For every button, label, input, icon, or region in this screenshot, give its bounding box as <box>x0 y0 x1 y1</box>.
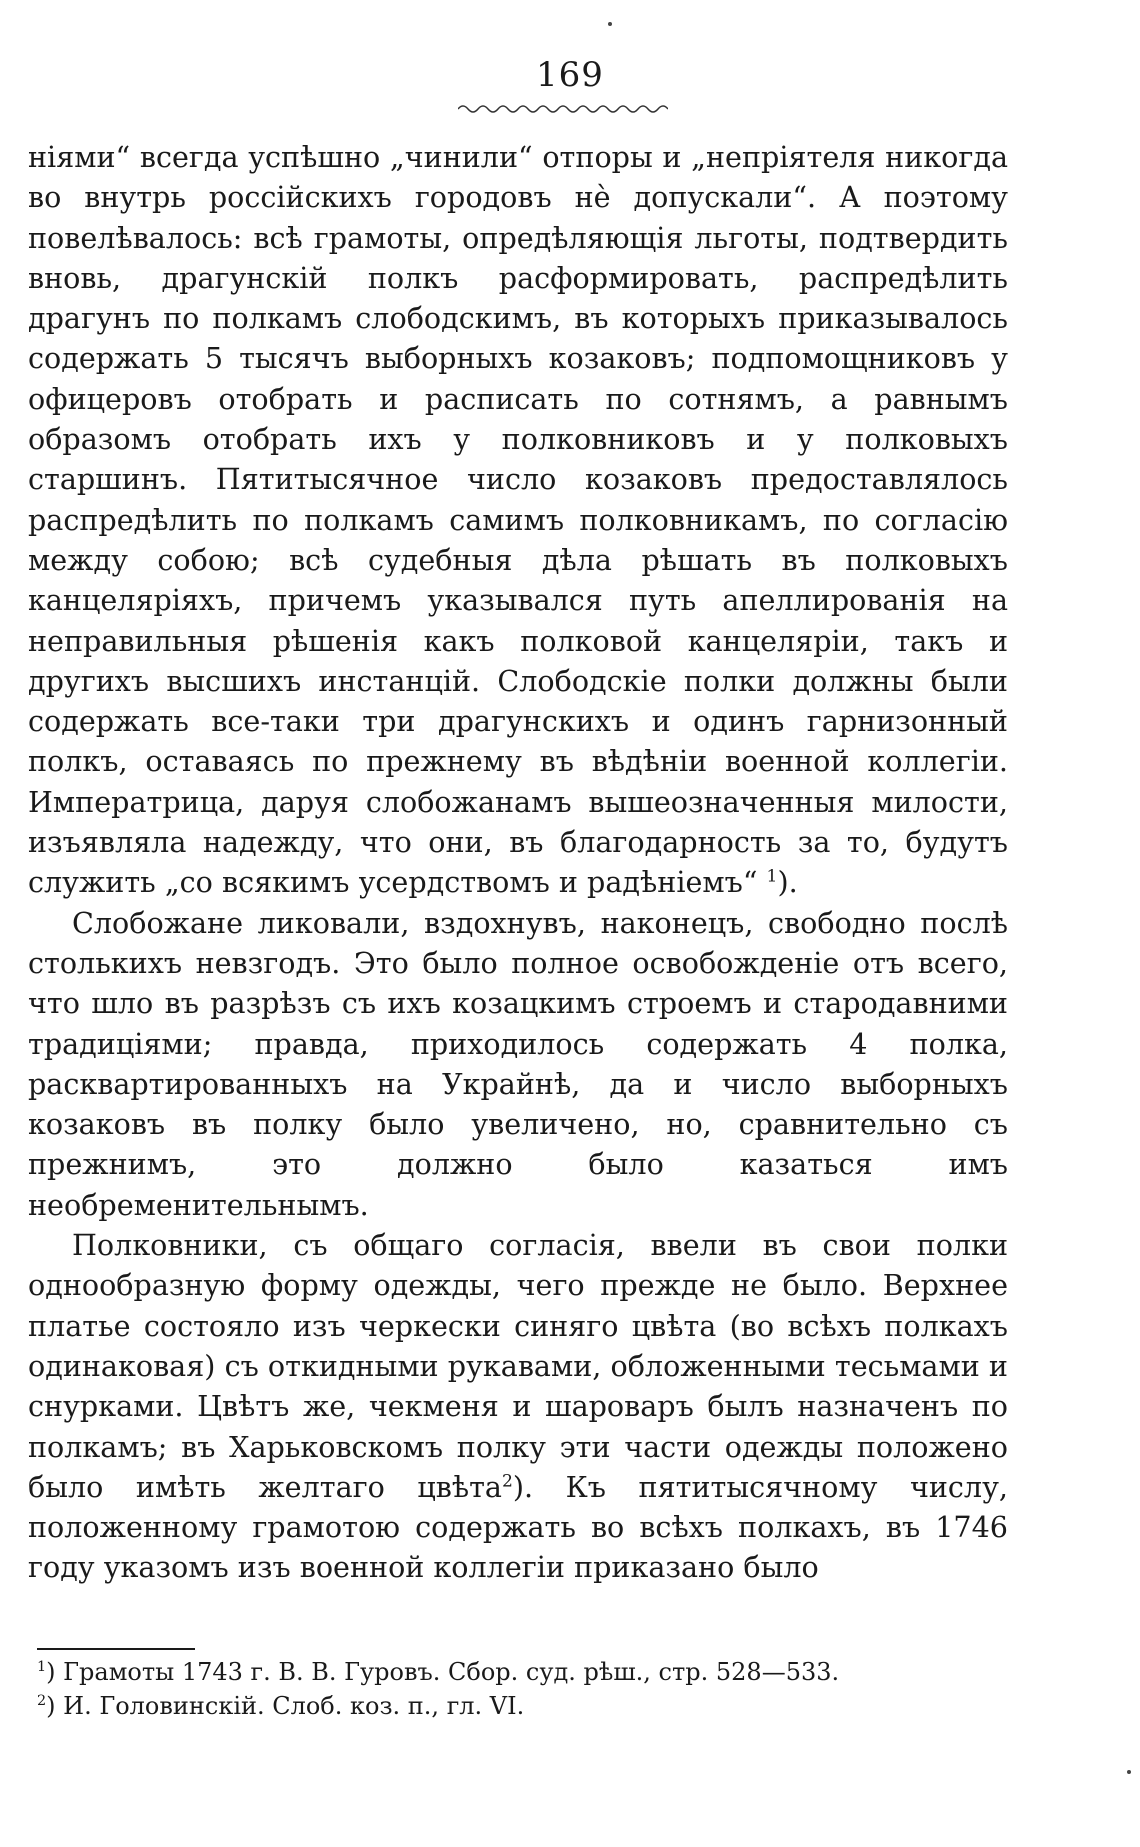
footnote-1: $^1$) Грамоты 1743 г. В. В. Гуровъ. Сбор. суд. рѣш., стр. 528—533. <box>37 1658 840 1686</box>
footnote-ref-close: ). <box>777 865 798 900</box>
page-number: 169 <box>536 55 604 95</box>
paragraph-3: Полковники, съ общаго согласія, ввели въ свои полки однообразную форму одежды, чего прежде не было. Верхнее платье состояло изъ черкески синяго цвѣта (во всѣхъ полкахъ одинаковая) съ откидными рукавами, обложенными тесьмами и снурками. Цвѣтъ же, чекменя и шароваръ былъ назначенъ по полкамъ; въ Харьковскомъ полку эти части одежды положено было имѣть желтаго цвѣта$^2$). Къ пятитысячному числу, положенному грамотою содержать во всѣхъ полкахъ, въ 1746 году указомъ изъ военной коллегіи приказано было <box>28 1228 1008 1585</box>
footnote-ref-1: 1 <box>766 866 778 887</box>
speck <box>1127 1770 1131 1774</box>
footnote-divider <box>37 1648 195 1650</box>
paragraph-2: Слобожане ликовали, вздохнувъ, наконецъ, свободно послѣ столькихъ невзгодъ. Это было полное освобожденіе отъ всего, что шло въ разрѣзъ съ ихъ козацкимъ строемъ и стародавними традиціями; правда, приходилось содержать 4 полка, расквартированныхъ на Украйнѣ, да и число выборныхъ козаковъ въ полку было увеличено, но, сравнительно съ прежнимъ, это должно было казаться имъ необременительнымъ. <box>28 905 1008 1222</box>
paragraph-1: ніями“ всегда успѣшно „чинили“ отпоры и „непріятеля никогда во внутрь россійскихъ городовъ нѐ допускали“. А поэтому повелѣвалось: всѣ грамоты, опредѣляющія льготы, подтвердить вновь, драгунскій полкъ расформировать, распредѣлить драгунъ по полкамъ слободскимъ, въ которыхъ приказывалось содержать 5 тысячъ выборныхъ козаковъ; подпомощниковъ у офицеровъ отобрать и расписать по сотнямъ, а равнымъ образомъ отобрать ихъ у полковниковъ и у полковыхъ старшинъ. Пятитысячное число козаковъ предоставлялось распредѣлить по полкамъ самимъ полковникамъ, по согласію между собою; всѣ судебныя дѣла рѣшать въ полковыхъ канцеляріяхъ, причемъ указывался путь апеллированія на неправильныя рѣшенія какъ полковой канцеляріи, такъ и другихъ высшихъ инстанцій. Слободскіе полки должны были содержать все-таки три драгунскихъ и одинъ гарнизонный полкъ, оставаясь по прежнему въ вѣдѣніи военной коллегіи. Императрица, даруя слобожанамъ вышеозначенныя милости, изъявляла надежду, что они, въ благодарность за то, будутъ служить „со всякимъ усердствомъ и радѣніемъ“ $^1$). <box>28 140 1008 900</box>
speck <box>608 22 612 26</box>
footnote-ref-2: 2 <box>501 1471 513 1492</box>
body-text <box>28 137 1008 1588</box>
footnote-2: $^2$) И. Головинскій. Слоб. коз. п., гл. VI. <box>37 1692 525 1720</box>
footnotes <box>37 1655 937 1723</box>
wavy-ornament <box>458 103 668 115</box>
